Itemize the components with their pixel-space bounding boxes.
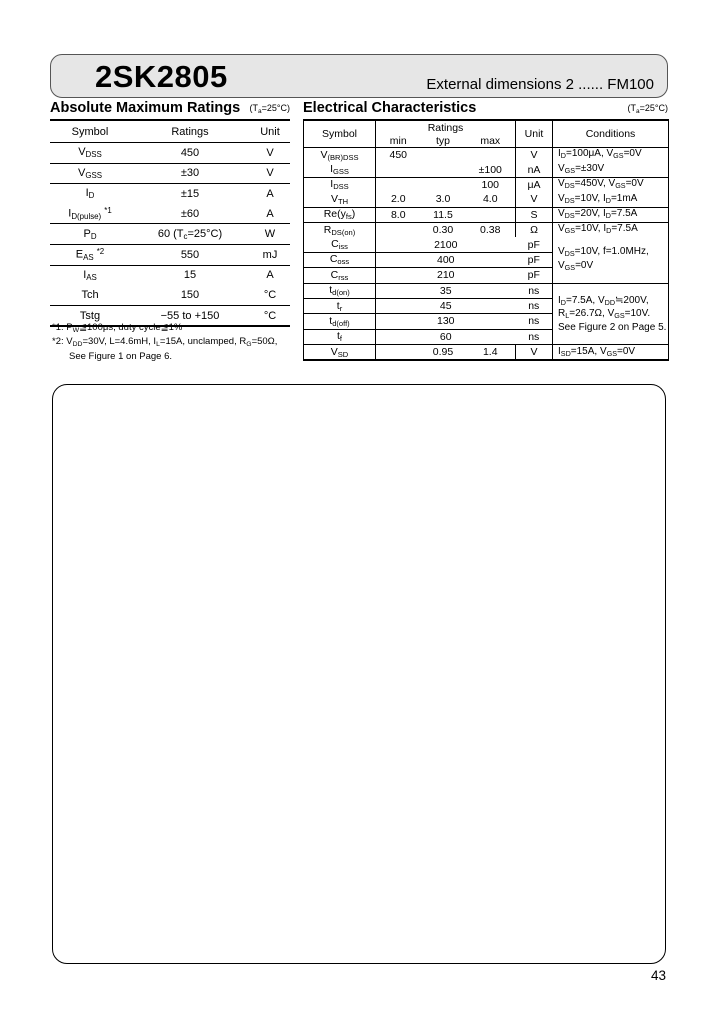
typ-cell [421, 162, 466, 177]
symbol-cell: $t_{d(on)}$ [304, 283, 376, 298]
elec-ta-note: $(T_a=25^\circ C)$ [627, 103, 668, 115]
rating-cell: 15 [183, 269, 197, 282]
rating-cell: ±30 [130, 163, 250, 184]
col-symbol: Symbol [50, 120, 130, 143]
unit-cell: A [266, 269, 274, 282]
conditions-cell: $V_{GS}=10V$, $I_D=7.5A$ [558, 223, 638, 236]
rating-cell: 450 [130, 143, 250, 164]
symbol-cell: $I_{D(pulse)}$ $^{*1}$ [50, 204, 130, 224]
row-vgss [50, 163, 290, 184]
rating-cell: ±15 [180, 187, 200, 200]
value-cell: 130 [376, 314, 516, 329]
typ-cell [421, 148, 466, 163]
page-number: 43 [650, 968, 666, 983]
unit-cell: ns [516, 314, 553, 329]
row-tdon [304, 283, 669, 298]
symbol-cell: $C_{iss}$ [304, 237, 376, 252]
external-dimensions-note: External dimensions 2 ...... FM100 [426, 76, 654, 93]
symbol-cell: $V_{DSS}$ [50, 143, 130, 164]
col-unit: Unit [250, 120, 290, 143]
row-id-pulse [50, 204, 290, 224]
conditions-cell: $V_{DS}=450V$, $V_{GS}=0V$ [558, 178, 644, 191]
rating-cell: 150 [130, 285, 250, 305]
min-cell [376, 177, 421, 192]
symbol-cell: $t_{d(off)}$ [304, 314, 376, 329]
abs-max-ta-note: $(T_a=25^\circ C)$ [249, 103, 290, 115]
abs-max-title: Absolute Maximum Ratings [50, 100, 241, 116]
row-ciss [304, 237, 669, 252]
typ-cell: 0.95 [432, 346, 454, 359]
footnote-1: *1: $P_W≦100\mu s$, duty cycle≦1% [52, 322, 183, 334]
typ-cell: 3.0 [421, 192, 466, 207]
col-ratings: Ratings [376, 120, 516, 134]
symbol-cell: $V_{GSS}$ [50, 163, 130, 184]
min-cell [376, 345, 421, 361]
unit-cell: ns [516, 298, 553, 313]
col-ratings: Ratings [130, 120, 250, 143]
value-cell: 35 [376, 283, 516, 298]
conditions-cell: $V_{DS}=10V$, $I_D=1mA$ [553, 192, 669, 207]
symbol-cell: Tch [50, 285, 130, 305]
max-cell [466, 148, 516, 163]
symbol-cell: $I_D$ [85, 187, 95, 201]
row-vsd [304, 345, 669, 361]
max-cell: 100 [466, 177, 516, 192]
row-igss [304, 162, 669, 177]
rating-cell: ±60 [130, 204, 250, 224]
part-number: 2SK2805 [95, 59, 228, 94]
symbol-cell: $R_{DS(on)}$ [304, 222, 376, 237]
max-cell: 0.38 [466, 222, 516, 237]
typ-cell: 11.5 [421, 207, 466, 222]
row-pd [50, 224, 290, 245]
symbol-cell: $t_f$ [304, 329, 376, 344]
conditions-cell: $V_{DS}=10V$, f=1.0MHz, $V_{GS}=0V$ [553, 237, 669, 283]
row-vth [304, 192, 669, 207]
row-tch [50, 285, 290, 305]
unit-cell: ns [516, 329, 553, 344]
elec-table [303, 119, 669, 361]
typ-cell [421, 177, 466, 192]
unit-cell: V [516, 148, 553, 163]
value-cell: 400 [376, 252, 516, 267]
unit-cell: V [250, 143, 290, 164]
col-max: max [466, 134, 516, 148]
max-cell: 1.4 [466, 345, 516, 361]
typ-cell: 0.30 [432, 224, 454, 237]
part-number-banner [50, 54, 668, 98]
max-cell: 4.0 [466, 192, 516, 207]
min-cell: 8.0 [376, 207, 421, 222]
unit-cell: V [516, 345, 553, 361]
symbol-cell: $C_{oss}$ [304, 252, 376, 267]
abs-max-footnotes [52, 322, 277, 362]
row-eas [50, 244, 290, 265]
conditions-cell: $I_D=7.5A$, $V_{DD}≒200V$, $R_L=26.7\Omega$, $V_{GS}=10V$. See Figure 2 on Page 5. [553, 283, 669, 345]
max-cell [466, 207, 516, 222]
symbol-cell: $V_{SD}$ [304, 345, 376, 361]
value-cell: 2100 [376, 237, 516, 252]
rating-cell: 60 $(T_c=25^\circ C)$ [130, 224, 250, 245]
unit-cell: A [266, 187, 274, 200]
min-cell: 2.0 [376, 192, 421, 207]
footnote-2-continued: See Figure 1 on Page 6. [69, 350, 172, 362]
value-cell: 60 [376, 329, 516, 344]
symbol-cell: Tstg [79, 309, 101, 322]
footnote-2: *2: $V_{DD}=30V$, L=4.6mH, $I_L=15A$, unclamped, $R_G=50\Omega$, [52, 336, 278, 349]
unit-cell: Ω [516, 222, 553, 237]
symbol-cell: $V_{TH}$ [304, 192, 376, 207]
row-ias [50, 265, 290, 285]
abs-max-section-header [50, 100, 290, 116]
value-cell: 45 [376, 298, 516, 313]
symbol-cell: $P_D$ [50, 224, 130, 245]
unit-cell: S [516, 207, 553, 222]
col-symbol: Symbol [304, 120, 376, 148]
symbol-cell: $I_{DSS}$ [304, 177, 376, 192]
unit-cell: mJ [250, 244, 290, 265]
abs-max-table [50, 119, 290, 327]
row-vbrdss [304, 148, 669, 163]
conditions-cell: $I_D=100\mu A$, $V_{GS}=0V$ [558, 148, 642, 161]
max-cell: ±100 [466, 162, 516, 177]
unit-cell: pF [516, 237, 553, 252]
col-conditions: Conditions [553, 120, 669, 148]
unit-cell: W [250, 224, 290, 245]
row-rdson [304, 222, 669, 237]
min-cell [376, 162, 421, 177]
row-vdss [50, 143, 290, 164]
conditions-cell: $V_{GS}=\pm 30V$ [553, 162, 669, 177]
elec-section-header [303, 100, 668, 116]
col-typ: typ [421, 134, 466, 148]
unit-cell: ns [516, 283, 553, 298]
symbol-cell: $I_{AS}$ [83, 268, 97, 282]
symbol-cell: $t_r$ [304, 298, 376, 313]
symbol-cell: $C_{rss}$ [304, 268, 376, 283]
symbol-cell: $V_{(BR)DSS}$ [304, 148, 376, 163]
symbol-cell: $I_{GSS}$ [304, 162, 376, 177]
figure-area [52, 384, 666, 964]
unit-cell: V [516, 192, 553, 207]
col-unit: Unit [516, 120, 553, 148]
rating-cell: 550 [130, 244, 250, 265]
unit-cell: °C [250, 285, 290, 305]
min-cell [376, 222, 421, 237]
unit-cell: pF [516, 268, 553, 283]
rating-cell: −55 to +150 [160, 309, 220, 322]
symbol-cell: $Re(y_{fs})$ [304, 207, 376, 222]
row-yfs [304, 207, 669, 222]
row-id [50, 184, 290, 204]
unit-cell: μA [516, 177, 553, 192]
conditions-cell: $V_{DS}=20V$, $I_D=7.5A$ [553, 207, 669, 222]
unit-cell: V [250, 163, 290, 184]
symbol-cell: $E_{AS}$ $^{*2}$ [50, 244, 130, 265]
unit-cell: A [250, 204, 290, 224]
row-idss [304, 177, 669, 192]
elec-header-row-1 [304, 120, 669, 134]
unit-cell: °C [263, 309, 277, 322]
value-cell: 210 [376, 268, 516, 283]
abs-max-header-row [50, 120, 290, 143]
unit-cell: nA [516, 162, 553, 177]
col-min: min [376, 134, 421, 148]
min-cell: 450 [389, 149, 408, 162]
elec-title: Electrical Characteristics [303, 100, 477, 116]
conditions-cell: $I_{SD}=15A$, $V_{GS}=0V$ [558, 345, 636, 358]
unit-cell: pF [516, 252, 553, 267]
